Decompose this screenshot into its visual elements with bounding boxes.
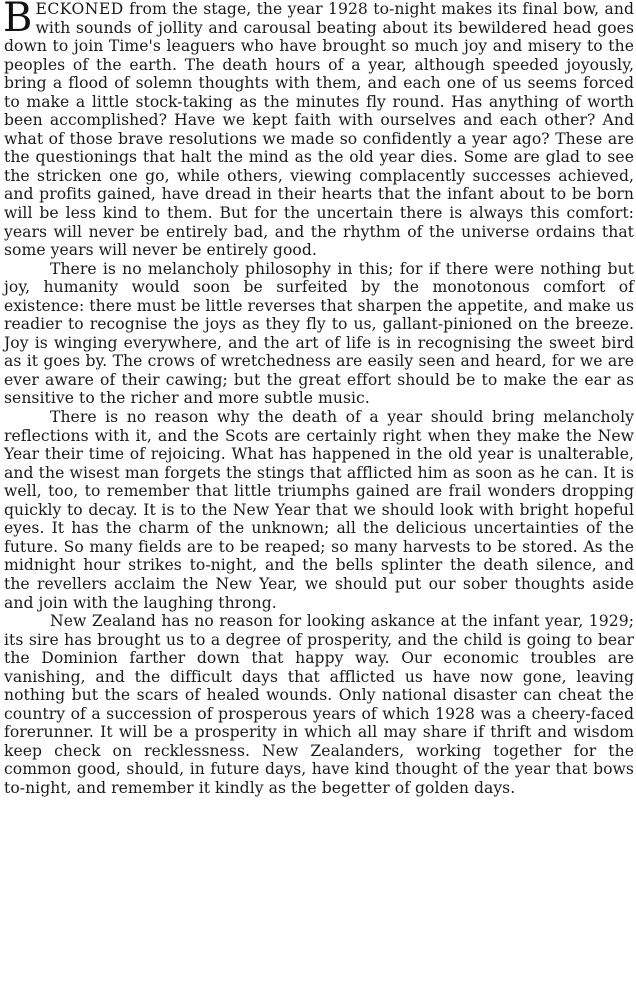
paragraph-1-text: from the stage, the year 1928 to-night makes its final bow, and with sounds of jollity and carousal beating about its bewildered head goes down to join Time's leaguers who have brought so much joy and misery to the peoples of the earth. The death hours of a year, although speeded joyously, bring a flood of solemn thoughts with them, and each one of us seems forced to make a little stock-taking as the minutes fly round. Has anything of worth been accomplished? Have we kept faith with ourselves and each other? And what of those brave resolutions we made so confidently a year ago? These are the questionings that halt the mind as the old year dies. Some are glad to see the stricken one go, while others, viewing complacently successes achieved, and profits gained, have dread in their hearts that the infant about to be born will be less kind to them. But for the uncertain there is always this comfort: years will never be entirely bad, and the rhythm of the universe ordains that some years will never be entirely good. <box>4 0 634 260</box>
paragraph-2: There is no melancholy philosophy in this; for if there were nothing but joy, humanity would soon be surfeited by the monotonous comfort of existence: there must be little reverses that sharpen the appetite, and make us readier to recognise the joys as they fly to us, gallant-pinioned on the breeze. Joy is winging everywhere, and the art of life is in recognising the sweet bird as it goes by. The crows of wretchedness are easily seen and heard, for we are ever aware of their cawing; but the great effort should be to make the ear as sensitive to the richer and more subtle music. <box>4 259 634 408</box>
drop-cap: B <box>3 0 33 41</box>
paragraph-4: New Zealand has no reason for looking askance at the infant year, 1929; its sire has brought us to a degree of prosperity, and the child is going to bear the Dominion farther down that happy way. Our economic troubles are vanishing, and the difficult days that afflicted us have now gone, leaving nothing but the scars of healed wounds. Only national disaster can cheat the country of a succession of prosperous years of which 1928 was a cheery-faced forerunner. It will be a prosperity in which all may share if thrift and wisdom keep check on recklessness. New Zealanders, working together for the common good, should, in future days, have kind thought of the year that bows to-night, and remember it kindly as the begetter of golden days. <box>4 612 634 797</box>
paragraph-3: There is no reason why the death of a year should bring melancholy reflections with it, and the Scots are certainly right when they make the New Year their time of rejoicing. What has happened in the old year is unalterable, and the wisest man forgets the stings that afflicted him as soon as he can. It is well, too, to remember that little triumphs gained are frail wonders dropping quickly to decay. It is to the New Year that we should look with bright hopeful eyes. It has the charm of the unknown; all the delicious uncertainties of the future. So many fields are to be reaped; so many harvests to be stored. As the midnight hour strikes to-night, and the bells splinter the death silence, and the revellers acclaim the New Year, we should put our sober thoughts aside and join with the laughing throng. <box>4 408 634 612</box>
paragraph-1 <box>4 0 634 260</box>
lead-word: ECKONED <box>35 0 124 18</box>
